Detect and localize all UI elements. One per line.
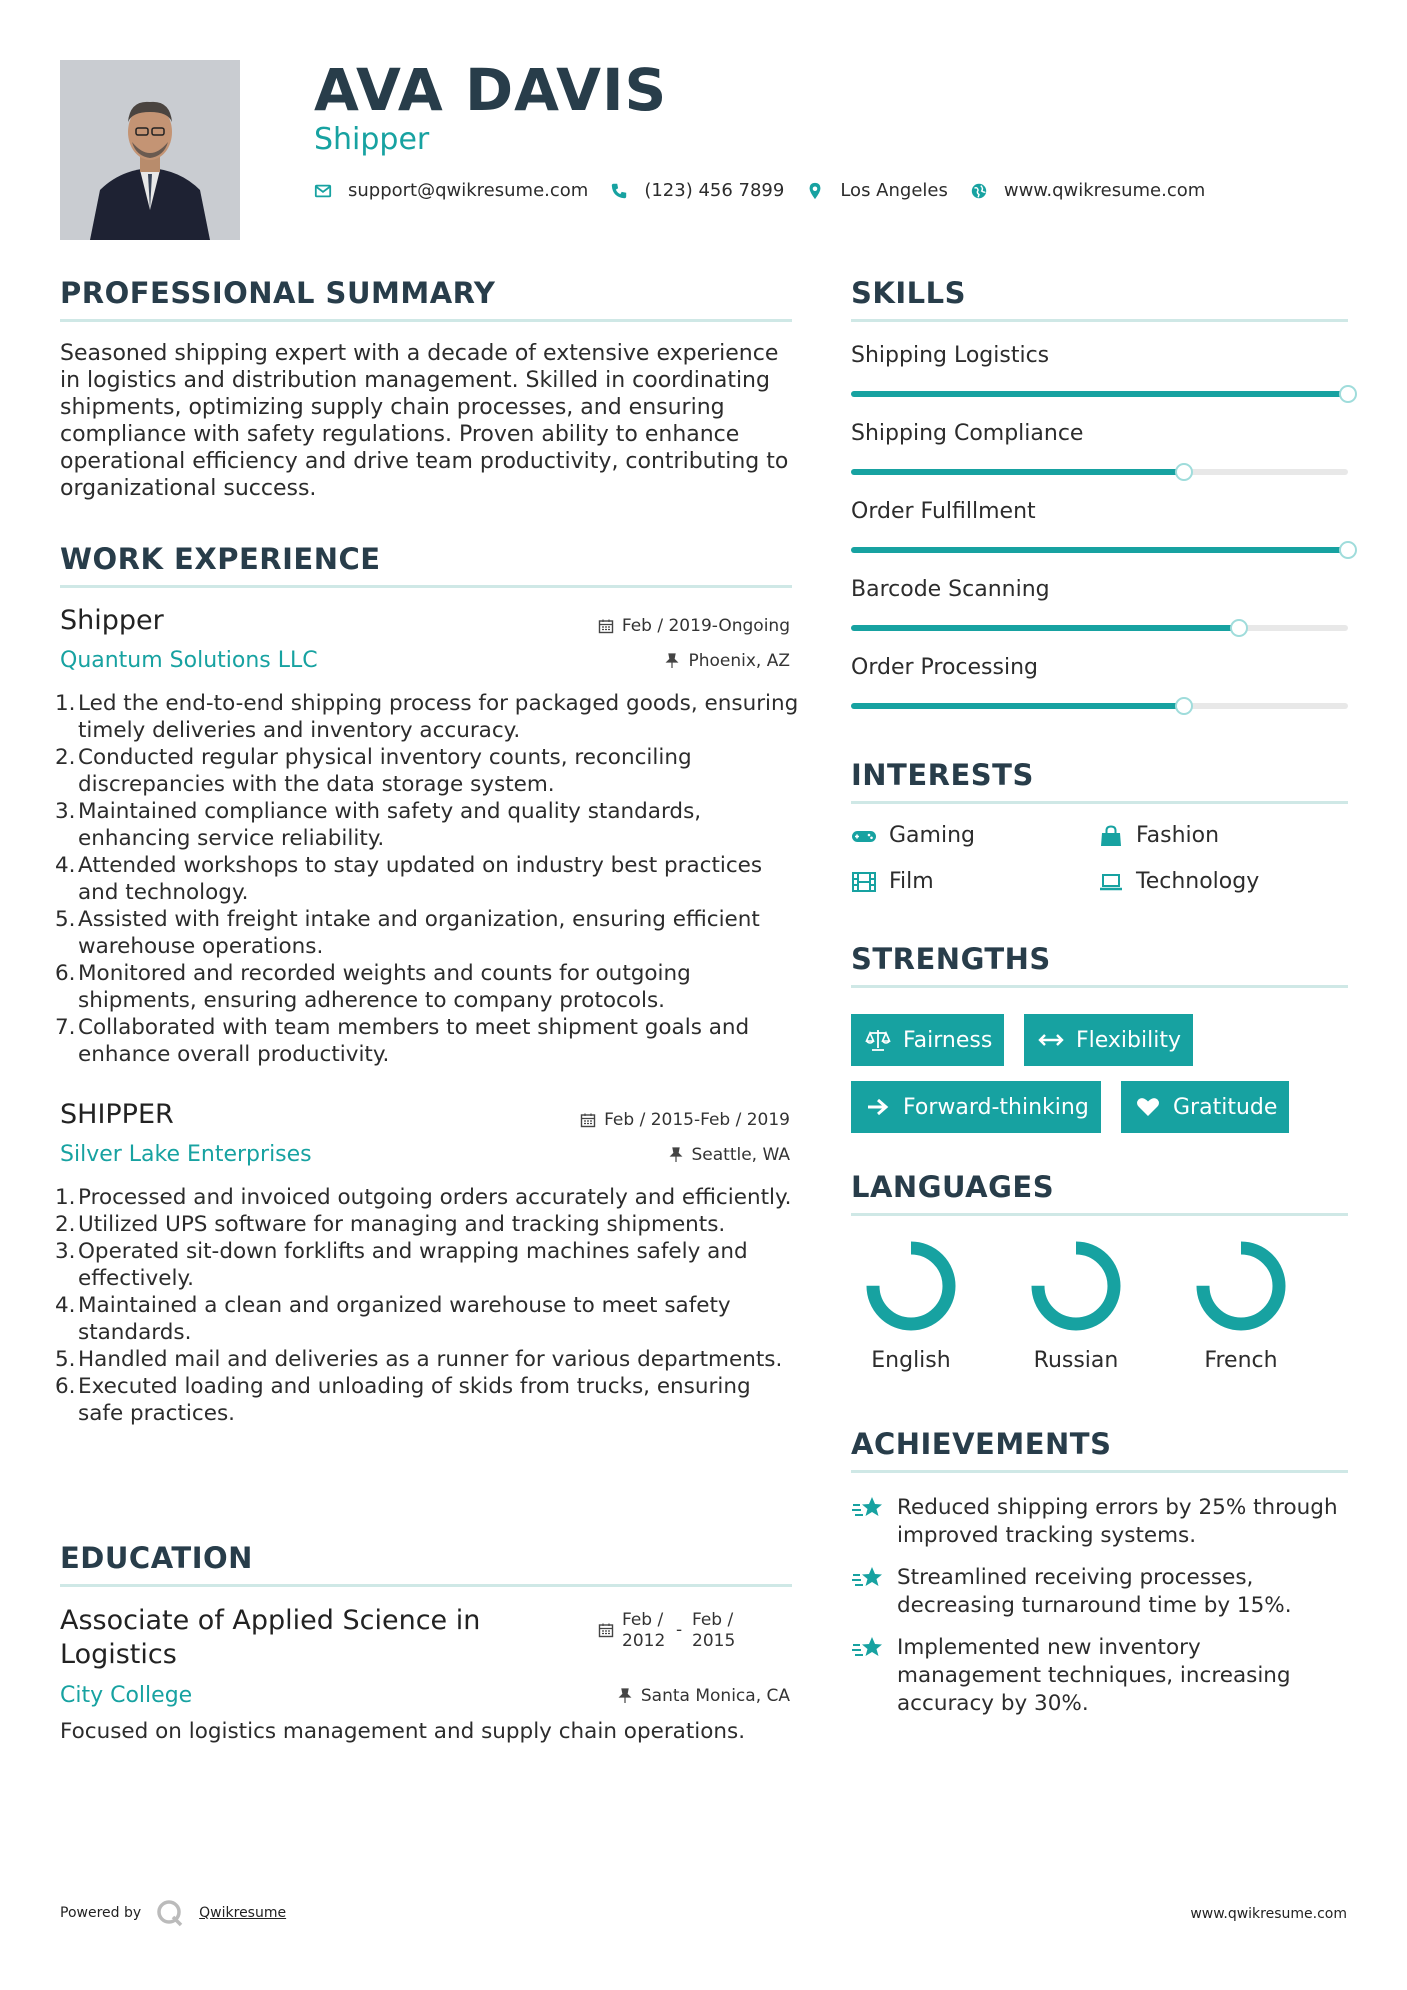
- contact-email[interactable]: [314, 180, 588, 201]
- skill-name: Order Processing: [851, 655, 1038, 680]
- footer-powered-by: [60, 1898, 286, 1928]
- candidate-role: Shipper: [314, 122, 430, 157]
- list-item: 4. Maintained a clean and organized warehouse to meet safety standards.: [55, 1293, 731, 1345]
- contact-phone-text: (123) 456 7899: [644, 180, 785, 201]
- list-item: 5. Handled mail and deliveries as a runner for various departments.: [55, 1347, 783, 1372]
- skill-fill: [851, 703, 1184, 709]
- achievement-item: Reduced shipping errors by 25% through improved tracking systems.: [851, 1494, 1348, 1550]
- skill-fill: [851, 625, 1239, 631]
- contact-phone[interactable]: [610, 180, 784, 201]
- skill-fill: [851, 547, 1348, 553]
- skill-fill: [851, 469, 1184, 475]
- shooting-star-icon: [851, 1494, 885, 1524]
- strengths-heading: STRENGTHS: [851, 942, 1051, 976]
- skill-bar: [851, 547, 1348, 553]
- powered-by-label: Powered by: [60, 1905, 142, 1921]
- job-dates: [598, 616, 790, 636]
- list-item: 6. Monitored and recorded weights and counts for outgoing shipments, ensuring adherence to company protocols.: [55, 961, 691, 1013]
- achievement-item: Streamlined receiving processes, decreasing turnaround time by 15%.: [851, 1564, 1348, 1620]
- work-heading: WORK EXPERIENCE: [60, 542, 381, 576]
- skill-knob: [1339, 385, 1357, 403]
- language-item: [1011, 1236, 1141, 1373]
- skill-name: Shipping Logistics: [851, 343, 1050, 368]
- strength-badge: Flexibility: [1024, 1014, 1193, 1066]
- job-title: Shipper: [60, 605, 164, 636]
- language-ring: [1026, 1236, 1126, 1336]
- strength-badge: Forward-thinking: [851, 1081, 1101, 1133]
- shooting-star-icon: [851, 1634, 885, 1664]
- heart-icon: [1135, 1095, 1161, 1119]
- calendar-icon: [598, 618, 614, 634]
- skill-knob: [1175, 697, 1193, 715]
- profile-photo: [60, 60, 240, 240]
- job-title: SHIPPER: [60, 1099, 174, 1130]
- calendar-icon: [598, 1622, 614, 1638]
- strength-badge: Gratitude: [1121, 1081, 1289, 1133]
- candidate-name: AVA DAVIS: [314, 56, 668, 124]
- job-company: Quantum Solutions LLC: [60, 648, 318, 673]
- skill-name: Shipping Compliance: [851, 421, 1084, 446]
- laptop-icon: [1098, 871, 1124, 893]
- job-location-text: Seattle, WA: [691, 1145, 790, 1165]
- interests-rule: [851, 801, 1348, 804]
- summary-heading: PROFESSIONAL SUMMARY: [60, 276, 496, 310]
- skill-knob: [1339, 541, 1357, 559]
- job-location: [664, 651, 790, 671]
- gamepad-icon: [851, 825, 877, 847]
- pushpin-icon: [664, 653, 680, 669]
- education-start: Feb / 2012: [622, 1610, 666, 1651]
- education-note: Focused on logistics management and supply chain operations.: [60, 1719, 746, 1744]
- contact-email-text: support@qwikresume.com: [348, 180, 589, 201]
- qwikresume-logo-icon: [155, 1898, 185, 1928]
- arrow-right-icon: [865, 1095, 891, 1119]
- arrows-horizontal-icon: [1038, 1028, 1064, 1052]
- skill-bar: [851, 703, 1348, 709]
- education-heading: EDUCATION: [60, 1541, 253, 1575]
- list-item: 5. Assisted with freight intake and organization, ensuring efficient warehouse operations.: [55, 907, 760, 959]
- language-item: [846, 1236, 976, 1373]
- education-rule: [60, 1584, 792, 1587]
- job-dates: [580, 1110, 790, 1130]
- pushpin-icon: [668, 1147, 684, 1163]
- language-ring: [861, 1236, 961, 1336]
- job-location-text: Phoenix, AZ: [688, 651, 790, 671]
- job-bullets: [55, 1184, 800, 1427]
- languages-heading: LANGUAGES: [851, 1170, 1055, 1204]
- film-icon: [851, 871, 877, 893]
- skill-knob: [1230, 619, 1248, 637]
- skills-rule: [851, 319, 1348, 322]
- skills-heading: SKILLS: [851, 276, 966, 310]
- interest-item: Gaming: [851, 823, 975, 848]
- strength-badge: Fairness: [851, 1014, 1004, 1066]
- language-ring: [1191, 1236, 1291, 1336]
- strengths-rule: [851, 985, 1348, 988]
- brand-link[interactable]: Qwikresume: [199, 1905, 287, 1921]
- achievements-heading: ACHIEVEMENTS: [851, 1427, 1112, 1461]
- job-location: [668, 1145, 791, 1165]
- skill-bar: [851, 625, 1348, 631]
- skill-knob: [1175, 463, 1193, 481]
- map-marker-icon: [806, 182, 824, 200]
- contact-website[interactable]: [970, 180, 1205, 201]
- calendar-icon: [580, 1112, 596, 1128]
- school-name: City College: [60, 1683, 193, 1708]
- education-location-text: Santa Monica, CA: [640, 1686, 790, 1706]
- education-dates: [598, 1610, 746, 1652]
- list-item: 6. Executed loading and unloading of skids from trucks, ensuring safe practices.: [55, 1374, 751, 1426]
- interests-heading: INTERESTS: [851, 758, 1034, 792]
- interest-item: Film: [851, 869, 934, 894]
- balance-scale-icon: [865, 1028, 891, 1052]
- education-location: [617, 1686, 790, 1706]
- interest-item: Technology: [1098, 869, 1259, 894]
- summary-rule: [60, 319, 792, 322]
- list-item: 4. Attended workshops to stay updated on industry best practices and technology.: [55, 853, 763, 905]
- language-name: Russian: [1033, 1348, 1119, 1373]
- list-item: 1. Led the end-to-end shipping process for packaged goods, ensuring timely deliveries and inventory accuracy.: [55, 691, 799, 743]
- summary-text: Seasoned shipping expert with a decade of extensive experience in logistics and distribution management. Skilled in coordinating shipments, optimizing supply chain processes, and ensuring compliance with safety regulations. Proven ability to enhance operational efficiency and drive team productivity, contributing to organizational success.: [60, 341, 789, 501]
- education-end: Feb / 2015: [692, 1610, 736, 1651]
- pushpin-icon: [617, 1688, 633, 1704]
- contact-bar: [314, 180, 1227, 201]
- list-item: 3. Operated sit-down forklifts and wrapping machines safely and effectively.: [55, 1239, 748, 1291]
- list-item: 2. Utilized UPS software for managing and tracking shipments.: [55, 1212, 726, 1237]
- list-item: 2. Conducted regular physical inventory counts, reconciling discrepancies with the data storage system.: [55, 745, 692, 797]
- achievement-item: Implemented new inventory management techniques, increasing accuracy by 30%.: [851, 1634, 1348, 1718]
- language-item: [1176, 1236, 1306, 1373]
- achievements-rule: [851, 1470, 1348, 1473]
- languages-rule: [851, 1213, 1348, 1216]
- language-name: French: [1204, 1348, 1278, 1373]
- date-separator: -: [676, 1620, 683, 1640]
- globe-icon: [970, 182, 988, 200]
- job-company: Silver Lake Enterprises: [60, 1142, 312, 1167]
- list-item: 1. Processed and invoiced outgoing orders accurately and efficiently.: [55, 1185, 792, 1210]
- contact-location-text: Los Angeles: [840, 180, 948, 201]
- skill-name: Order Fulfillment: [851, 499, 1036, 524]
- job-dates-text: Feb / 2015-Feb / 2019: [604, 1110, 790, 1130]
- interest-item: Fashion: [1098, 823, 1219, 848]
- footer-url[interactable]: www.qwikresume.com: [1190, 1906, 1347, 1922]
- skill-name: Barcode Scanning: [851, 577, 1050, 602]
- contact-location: [806, 180, 948, 201]
- work-rule: [60, 585, 792, 588]
- list-item: 7. Collaborated with team members to meet shipment goals and enhance overall productivity.: [55, 1015, 750, 1067]
- shooting-star-icon: [851, 1564, 885, 1594]
- shopping-bag-icon: [1098, 825, 1124, 847]
- skill-bar: [851, 391, 1348, 397]
- skill-fill: [851, 391, 1348, 397]
- job-dates-text: Feb / 2019-Ongoing: [621, 616, 790, 636]
- language-name: English: [871, 1348, 951, 1373]
- envelope-icon: [314, 182, 332, 200]
- skill-bar: [851, 469, 1348, 475]
- list-item: 3. Maintained compliance with safety and quality standards, enhancing service reliability.: [55, 799, 702, 851]
- contact-website-text: www.qwikresume.com: [1003, 180, 1206, 201]
- degree-title: Associate of Applied Science in Logistics: [60, 1605, 481, 1670]
- phone-icon: [610, 182, 628, 200]
- job-bullets: [55, 690, 800, 1068]
